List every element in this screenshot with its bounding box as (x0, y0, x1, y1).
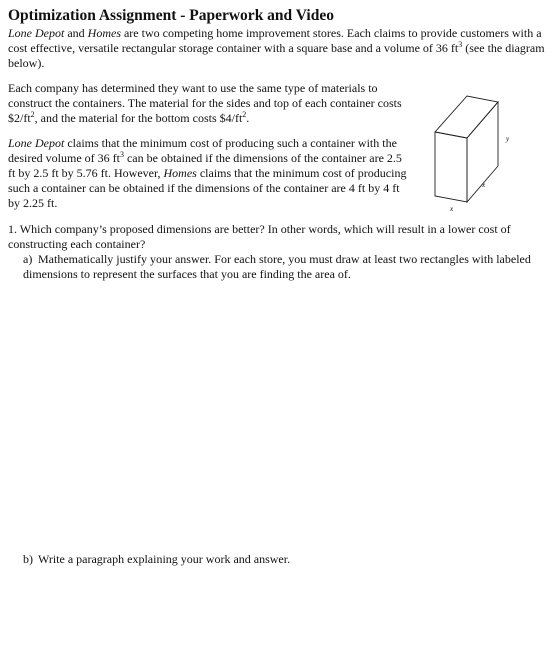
question-1b-label: b) (23, 552, 33, 566)
box-front-face (435, 132, 467, 202)
depth-label-x: x (482, 181, 486, 189)
materials-text-mid: , and the material for the bottom costs $4/ft (34, 111, 243, 125)
container-diagram (420, 90, 530, 215)
materials-text-end: . (246, 111, 250, 125)
intro-text-end: (see the diagram below). (8, 41, 545, 70)
claims-text-mid: can be obtained if the dimensions of the container are 2.5 ft by 2.5 ft by 5.76 ft. However, (8, 151, 402, 180)
materials-text: Each company has determined they want to use the same type of materials to construct the containers. The material for the sides and top of each container costs $2/ft (8, 81, 402, 125)
square-exponent: 2 (30, 110, 35, 119)
width-label-x: x (450, 205, 454, 213)
question-1b (23, 552, 290, 567)
claims-text: claims that the minimum cost of producing such a container with the desired volume of 36 ft (8, 136, 397, 165)
materials-paragraph (8, 81, 410, 126)
store-name-homes: Homes (163, 166, 197, 180)
intro-connector: and (64, 26, 88, 40)
claims-paragraph (8, 136, 410, 211)
store-name-homes: Homes (87, 26, 121, 40)
intro-paragraph (8, 26, 548, 71)
box-drawing (420, 90, 530, 215)
cubic-exponent: 3 (119, 150, 124, 159)
store-name-lone-depot: Lone Depot (8, 26, 65, 40)
height-label-y: y (506, 135, 510, 143)
square-exponent: 2 (242, 110, 247, 119)
cubic-exponent: 3 (458, 40, 463, 49)
question-1a-text: Mathematically justify your answer. For each store, you must draw at least two rectangles with labeled dimensions to represent the surfaces that you are finding the area of. (23, 252, 531, 281)
claims-text-end: claims that the minimum cost of producing such a container can be obtained if the dimensions of the container are 4 ft by 4 ft by 2.25 ft. (8, 166, 407, 210)
store-name-lone-depot: Lone Depot (8, 136, 65, 150)
box-top-face (435, 96, 498, 138)
question-1b-text: Write a paragraph explaining your work and answer. (38, 552, 291, 566)
page-title: Optimization Assignment - Paperwork and Video (8, 7, 334, 24)
question-1a-label: a) (23, 252, 33, 266)
question-1: 1. Which company’s proposed dimensions are better? In other words, which will result in a lower cost of constructing each container? (8, 222, 511, 251)
intro-text: are two competing home improvement stores. Each claims to provide customers with a cost effective, versatile rectangular storage container with a square base and a volume of 36 ft (8, 26, 542, 55)
question-1a (23, 252, 548, 282)
